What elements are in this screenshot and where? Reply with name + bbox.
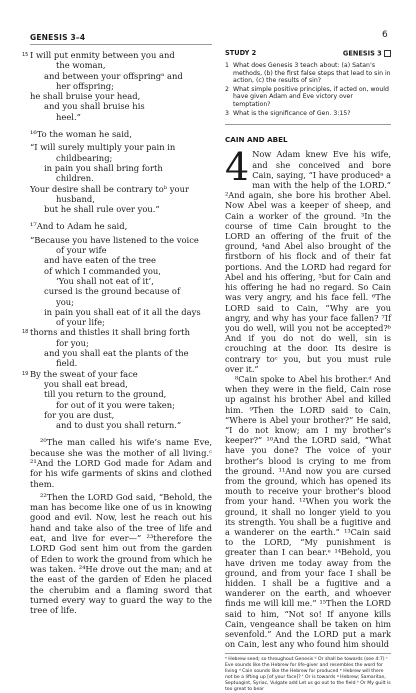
poetry-text: I will put enmity between you and [30, 50, 175, 60]
prose-paragraph: ⁸Cain spoke to Abel his brother.ᵈ And when they were in the field, Cain rose up against his brother Abel and killed him. ⁹Then the LORD said to Cain, “Where is Abel your brother?” He said, “I do not know; am I my brother’s keeper?” ¹⁰And the LORD said, “What have you done? The voice of your brother’s blood is crying to me from the ground. ¹¹And now you are cursed from the ground, which has opened its mouth to receive your brother’s blood from your hand. ¹²When you work the ground, it shall no longer yield to you its strength. You shall be a fugitive and a wanderer on the earth.” ¹³Cain said to the LORD, “My punishment is greater than I can bear.ᵉ ¹⁴Behold, you have driven me today away from the ground, and from your face I shall be hidden. I shall be a fugitive and a wanderer on the earth, and whoever finds me will kill me.” ¹⁵Then the LORD said to him, “Not so! If anyone kills Cain, vengeance shall be taken on him sevenfold.” And the LORD put a mark on Cain, lest any who found him should [225, 373, 391, 650]
poetry-text: for you; [56, 337, 89, 348]
poetry-line [30, 142, 212, 152]
poetry-line [30, 338, 212, 348]
poetry-line [30, 297, 212, 307]
poetry-text: for out of it you were taken; [56, 399, 175, 410]
poetry-line [30, 173, 212, 183]
poetry-line [22, 327, 212, 338]
poetry-text: in pain you shall eat of it all the days [44, 306, 201, 317]
study-header [225, 44, 391, 62]
poetry-text: the woman, [56, 60, 106, 71]
poetry-text: but he shall rule over you.” [44, 204, 160, 215]
poetry-line [30, 204, 212, 214]
poetry-line [22, 368, 212, 379]
poetry-line [30, 389, 212, 399]
poetry-line [30, 358, 212, 368]
poetry-line [30, 101, 212, 111]
poetry-line [30, 245, 212, 255]
poetry-text: of which I commanded you, [44, 265, 161, 276]
poetry-text: cursed is the ground because of [44, 286, 181, 297]
poetry-text: in pain you shall bring forth [44, 162, 163, 173]
poetry-text: By the sweat of your face [30, 368, 138, 379]
poetry-line [30, 317, 212, 327]
poetry-text: heel.” [56, 111, 81, 122]
poetry-text: of your wife [56, 245, 107, 256]
poetry-text: you shall eat bread, [44, 378, 128, 389]
verse-number: 18 [22, 329, 29, 336]
poetry-text: thorns and thistles it shall bring forth [30, 327, 191, 338]
poetry-text: her offspring; [56, 80, 114, 91]
poetry-block [22, 234, 212, 431]
study-ref: GENESIS 3 [342, 49, 382, 58]
poetry-text: and have eaten of the tree [44, 255, 156, 266]
poetry-text: ‘You shall not eat of it’, [56, 275, 154, 286]
poetry-text: for you are dust, [44, 409, 115, 420]
poetry-line [30, 91, 212, 101]
poetry-line [30, 235, 212, 245]
left-column [22, 50, 212, 616]
question-number: 3 [225, 109, 229, 117]
poetry-line [30, 153, 212, 163]
chapter-number: 4 [225, 145, 250, 190]
running-head: GENESIS 3–4 [30, 33, 86, 42]
footnotes: ᵃ Hebrew seed; so throughout Genesis ᵇ Or shall be towards (see 4:7) ᶜ Eve sounds like the Hebrew for life-giver and resembles the word for living ᵈ Cain sounds like the Hebrew for produced ᵉ Hebrew will there not be a lifting up [of your face]? ᶠ Or is towards ᵍ Hebrew; Samaritan, Septuagint, Syriac, Vulgate add Let us go out to the field ʰ Or My guilt is too great to bear [225, 653, 391, 693]
poetry-line [30, 379, 212, 389]
poetry-text: and between your offspringᵃ and [44, 70, 183, 81]
poetry-line [30, 60, 212, 70]
poetry-text: and to dust you shall return.” [56, 420, 182, 431]
prose-paragraph: ²⁰The man called his wife’s name Eve, because she was the mother of all living.ᶜ ²¹And the LORD God made for Adam and for his wife garments of skins and clothed them. [30, 437, 212, 489]
verse-number: 15 [22, 52, 29, 58]
poetry-text: you; [56, 296, 74, 307]
poetry-line [30, 286, 212, 296]
poetry-text: “I will surely multiply your pain in [30, 142, 176, 153]
section-title: CAIN AND ABEL [225, 135, 288, 145]
chapter-opening [225, 145, 391, 374]
prose-paragraph: Now Adam knew Eve his wife, and she conceived and bore Cain, saying, “I have producedᵃ a man with the help of the LORD.” ²And again, she bore his brother Abel. Now Abel was a keeper of sheep, and Cain a worker of the ground. ³In the course of time Cain brought to the LORD an offering of the fruit of the ground, ⁴and Abel also brought of the firstborn of his flock and of their fat portions. And the LORD had regard for Abel and his offering, ⁵but for Cain and his offering he had no regard. So Cain was very angry, and his face fell. ⁶The LORD said to Cain, “Why are you angry, and why has your face fallen? ⁷If you do well, will you not be accepted?ᵇ And if you do not do well, sin is crouching at the door. Its desire is contrary toᶜ you, but you must rule over it.” [225, 149, 391, 374]
poetry-line [30, 71, 212, 81]
study-questions [225, 62, 391, 117]
poetry-line [22, 50, 212, 60]
poetry-text: field. [56, 358, 78, 369]
verse-number: 19 [22, 370, 29, 377]
poetry-text: and you shall bruise his [44, 101, 145, 112]
poetry-text: and you shall eat the plants of the [44, 348, 189, 359]
square-icon [384, 50, 391, 57]
study-ref-wrap [343, 50, 391, 58]
poetry-text: Your desire shall be contrary toᵇ your [30, 183, 189, 194]
study-question [225, 86, 391, 109]
poetry-block [30, 142, 212, 214]
question-text: What is the significance of Gen. 3:15? [233, 109, 351, 117]
poetry-line [30, 348, 212, 358]
question-text: What simple positive principles, if acted on, would have given Adam and Eve victory over temptation? [233, 85, 389, 109]
poetry-line [30, 163, 212, 173]
poetry-text: childbearing; [56, 152, 113, 163]
page-number: 6 [382, 30, 388, 40]
study-box [225, 44, 391, 125]
poetry-text: “Because you have listened to the voice [30, 234, 199, 245]
poetry-text: he shall bruise your head, [30, 91, 141, 102]
question-number: 1 [225, 62, 229, 70]
poetry-text: of your life; [56, 317, 105, 328]
study-question [225, 110, 391, 118]
poetry-line [30, 266, 212, 276]
right-column [225, 44, 391, 693]
header-rule [30, 44, 212, 45]
poetry-line [30, 112, 212, 122]
verse-intro: ¹⁷And to Adam he said, [30, 221, 128, 232]
poetry-text: till you return to the ground, [44, 389, 167, 400]
verse-intro: ¹⁶To the woman he said, [30, 129, 132, 140]
study-label: STUDY 2 [225, 49, 257, 57]
poetry-line [30, 194, 212, 204]
question-number: 2 [225, 85, 229, 93]
poetry-line [30, 184, 212, 194]
poetry-line [30, 307, 212, 317]
prose-paragraph: ²²Then the LORD God said, “Behold, the man has become like one of us in knowing good and evil. Now, lest he reach out his hand and take also of the tree of life and eat, and live for ever—” ²³therefore the LORD God sent him out from the garden of Eden to work the ground from which he was taken. ²⁴He drove out the man; and at the east of the garden of Eden he placed the cherubim and a flaming sword that turned every way to guard the way to the tree of life. [30, 491, 212, 616]
question-text: What does Genesis 3 teach about: (a) Satan’s methods, (b) the first false steps that lead to sin in action, (c) the results of sin? [233, 62, 391, 85]
poetry-text: children. [56, 173, 94, 184]
poetry-line [30, 400, 212, 410]
poetry-block [22, 50, 212, 122]
poetry-line [30, 81, 212, 91]
poetry-text: husband, [56, 193, 95, 204]
poetry-line [30, 255, 212, 265]
poetry-line [30, 420, 212, 430]
poetry-line [30, 410, 212, 420]
poetry-line [30, 276, 212, 286]
study-question [225, 62, 391, 85]
